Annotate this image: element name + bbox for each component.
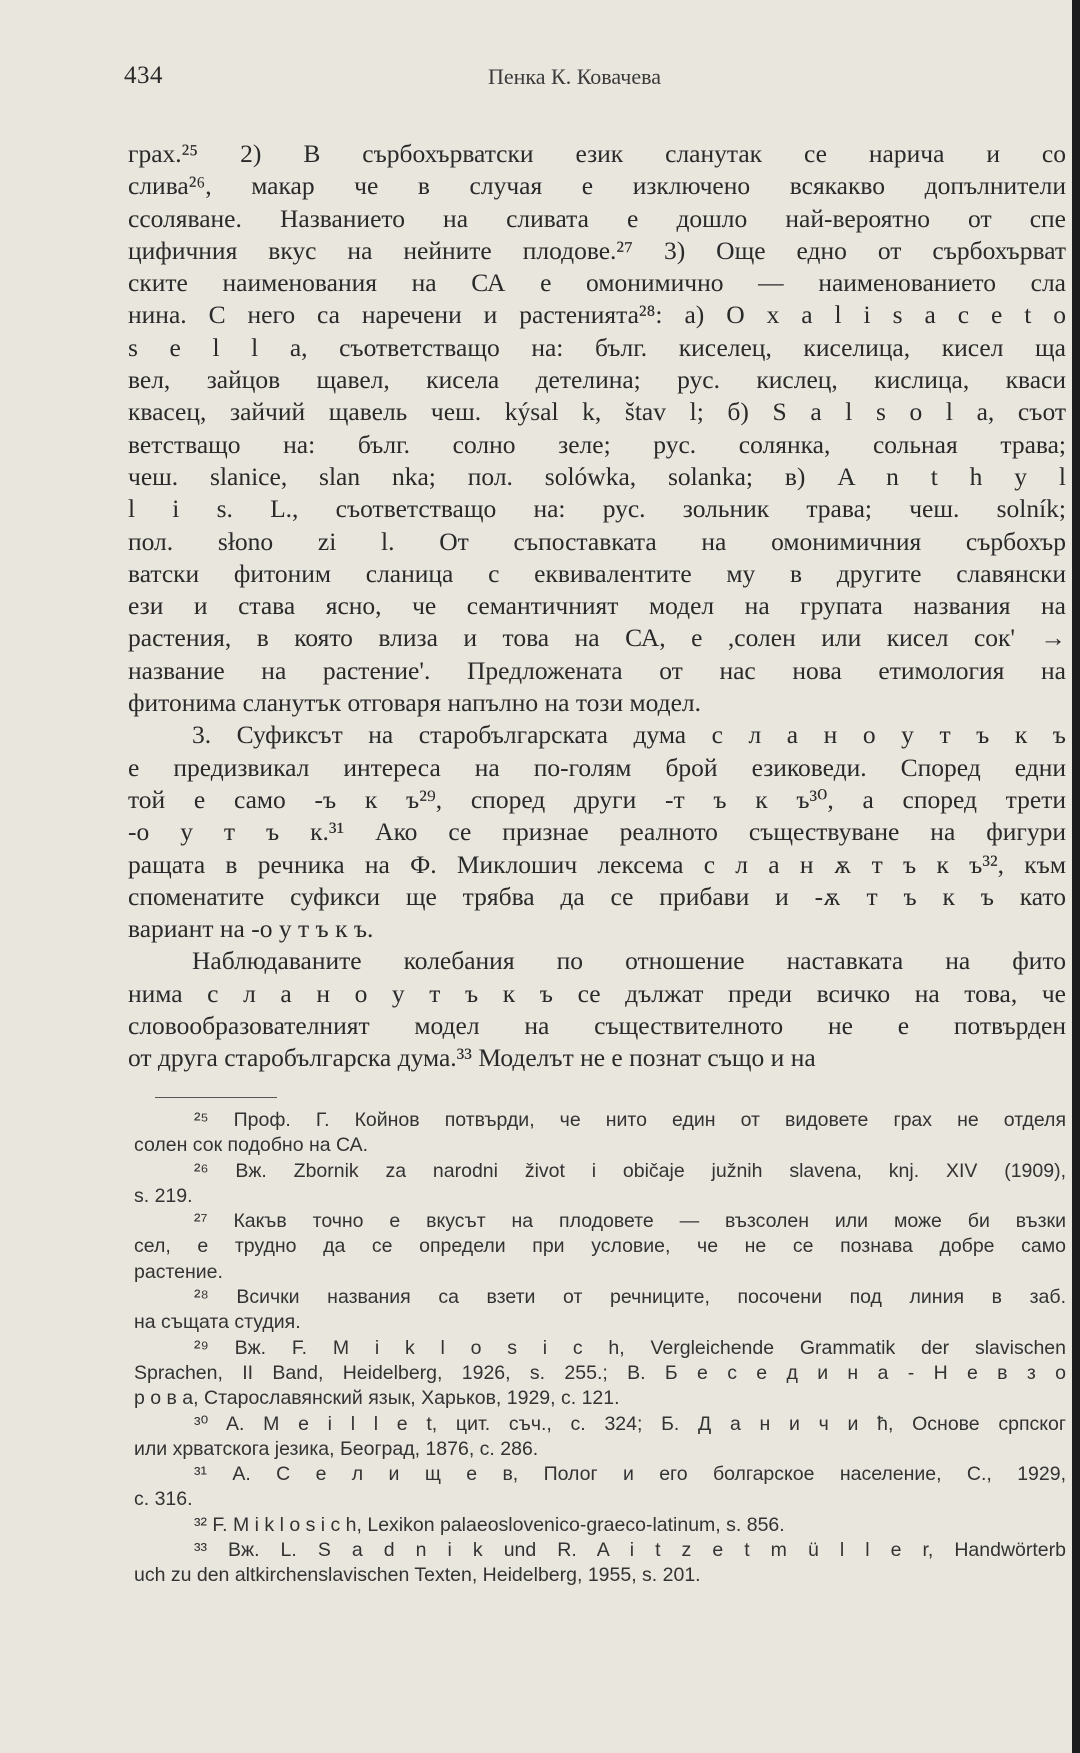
footnote-line: ³⁰ A. M e i l l e t, цит. съч., с. 324; Б. Д а н и ч и ћ, Основе српског — [194, 1412, 1066, 1435]
body-text-line: нима с л а н о у т ъ к ъ се дължат преди всичко на това, че — [128, 978, 1066, 1008]
footnote-separator — [155, 1097, 277, 1098]
body-text-line: пол. słono zi l. От съпоставката на омонимичния сърбохър — [128, 526, 1066, 556]
body-text-line: цифичния вкус на нейните плодове.²⁷ 3) Още едно от сърбохърват — [128, 235, 1066, 265]
body-text-line: вариант на -о у т ъ к ъ. — [128, 914, 374, 944]
footnote-line: Sprachen, II Band, Heidelberg, 1926, s. 255.; В. Б е с е д и н а - Н е в з о — [134, 1361, 1066, 1384]
footnotes — [134, 1108, 1066, 1589]
footnote-line: ²⁶ Вж. Zbornik za narodni život i običaje južnih slavena, knj. XIV (1909), — [194, 1159, 1066, 1182]
body-text-line: слива²⁶, макар че в случая е изключено всякакво допълнители — [128, 171, 1066, 201]
footnote-line: ²⁹ Вж. F. M i k l o s i c h, Vergleichende Grammatik der slavischen — [194, 1336, 1066, 1359]
footnote-line: ²⁷ Какъв точно е вкусът на плодовете — възсолен или може би възки — [194, 1210, 1066, 1233]
footnote-line: ²⁸ Всички названия са взети от речниците, посочени под линия в заб. — [194, 1286, 1066, 1309]
footnote-line: или хрватскога језика, Београд, 1876, с. 286. — [134, 1437, 539, 1460]
body-text-line: ссоляване. Названието на сливата е дошло най-вероятно от спе — [128, 203, 1066, 233]
page-edge-shadow — [1072, 0, 1080, 1753]
main-text — [128, 138, 1066, 1075]
footnote-line: uch zu den altkirchenslavischen Texten, Heidelberg, 1955, s. 201. — [134, 1564, 701, 1587]
body-text-line: Наблюдаваните колебания по отношение наставката на фито — [192, 946, 1066, 976]
body-text-line: вел, зайцов щавел, кисела детелина; рус. кислец, кислица, кваси — [128, 365, 1066, 395]
body-text-line: ските наименования на СА е омонимично — наименованието сла — [128, 268, 1066, 298]
footnote-line: ³² F. M i k l o s i c h, Lexikon palaeoslovenico-graeco-latinum, s. 856. — [194, 1513, 785, 1536]
footnote-line: с. 316. — [134, 1488, 193, 1511]
footnote-line: солен сок подобно на СА. — [134, 1134, 369, 1157]
footnote-line: р о в а, Старославянский язык, Харьков, 1929, с. 121. — [134, 1387, 620, 1410]
body-text-line: споменатите суфикси ще трябва да се прибави и -ѫ т ъ к ъ като — [128, 881, 1066, 911]
body-text-line: чеш. slanice, slan nka; пол. solówka, solanka; в) A n t h y l — [128, 461, 1066, 491]
body-text-line: квасец, зайчий щавель чеш. kýsal k, štav l; б) S a l s o l a, съот — [128, 397, 1066, 427]
body-text-line: название на растение'. Предложената от нас нова етимология на — [128, 655, 1066, 685]
running-head: Пенка К. Ковачева — [488, 64, 661, 89]
body-text-line: грах.²⁵ 2) В сърбохърватски език сланутак се нарича и со — [128, 139, 1066, 168]
body-text-line: той е само -ъ к ъ²⁹, според други -т ъ к ъ³⁰, а според трети — [128, 784, 1066, 814]
body-text-line: растения, в която влиза и това на СА, е ,солен или кисел сок' → — [128, 623, 1066, 653]
body-text-line: словообразователният модел на съществителното не е потвърден — [128, 1011, 1066, 1041]
body-text-line: ватски фитоним сланица с еквивалентите му в другите славянски — [128, 558, 1066, 588]
body-text-line: е предизвикал интереса на по-голям брой езиковеди. Според едни — [128, 752, 1066, 782]
footnote-line: сел, е трудно да се определи при условие, че не се познава добре само — [134, 1235, 1066, 1258]
body-text-line: ращата в речника на Ф. Миклошич лексема с л а н ѫ т ъ к ъ³², към — [128, 849, 1066, 879]
footnote-line: растение. — [134, 1260, 223, 1283]
footnote-line: на същата студия. — [134, 1311, 301, 1334]
body-text-line: l i s. L., съответстващо на: рус. зольник трава; чеш. solník; — [128, 494, 1066, 524]
page-header — [124, 62, 1064, 98]
body-text-line: -о у т ъ к.³¹ Ако се признае реалното съществуване на фигури — [128, 817, 1066, 847]
body-text-line: ези и става ясно, че семантичният модел на групата названия на — [128, 591, 1066, 621]
body-text-line: нина. С него са наречени и растенията²⁸: а) O x a l i s a c e t o — [128, 300, 1066, 330]
body-text-line: фитонима сланутък отговаря напълно на този модел. — [128, 688, 702, 718]
body-text-line: 3. Суфиксът на старобългарската дума с л а н о у т ъ к ъ — [192, 720, 1066, 750]
body-text-line: s e l l a, съответстващо на: бълг. киселец, киселица, кисел ща — [128, 332, 1066, 362]
body-text-line: от друга старобългарска дума.³³ Моделът не е познат също и на — [128, 1043, 816, 1073]
footnote-line: ³³ Вж. L. S a d n i k und R. A i t z e t m ü l l e r, Handwörterb — [194, 1539, 1066, 1562]
body-text-line: ветстващо на: бълг. солно зеле; рус. солянка, сольная трава; — [128, 429, 1066, 459]
footnote-line: ³¹ А. С е л и щ е в, Полог и его болгарское население, С., 1929, — [194, 1463, 1066, 1486]
footnote-line: s. 219. — [134, 1184, 193, 1207]
footnote-line: ²⁵ Проф. Г. Койнов потвърди, че нито един от видовете грах не отделя — [194, 1109, 1066, 1131]
page-number: 434 — [124, 62, 163, 89]
